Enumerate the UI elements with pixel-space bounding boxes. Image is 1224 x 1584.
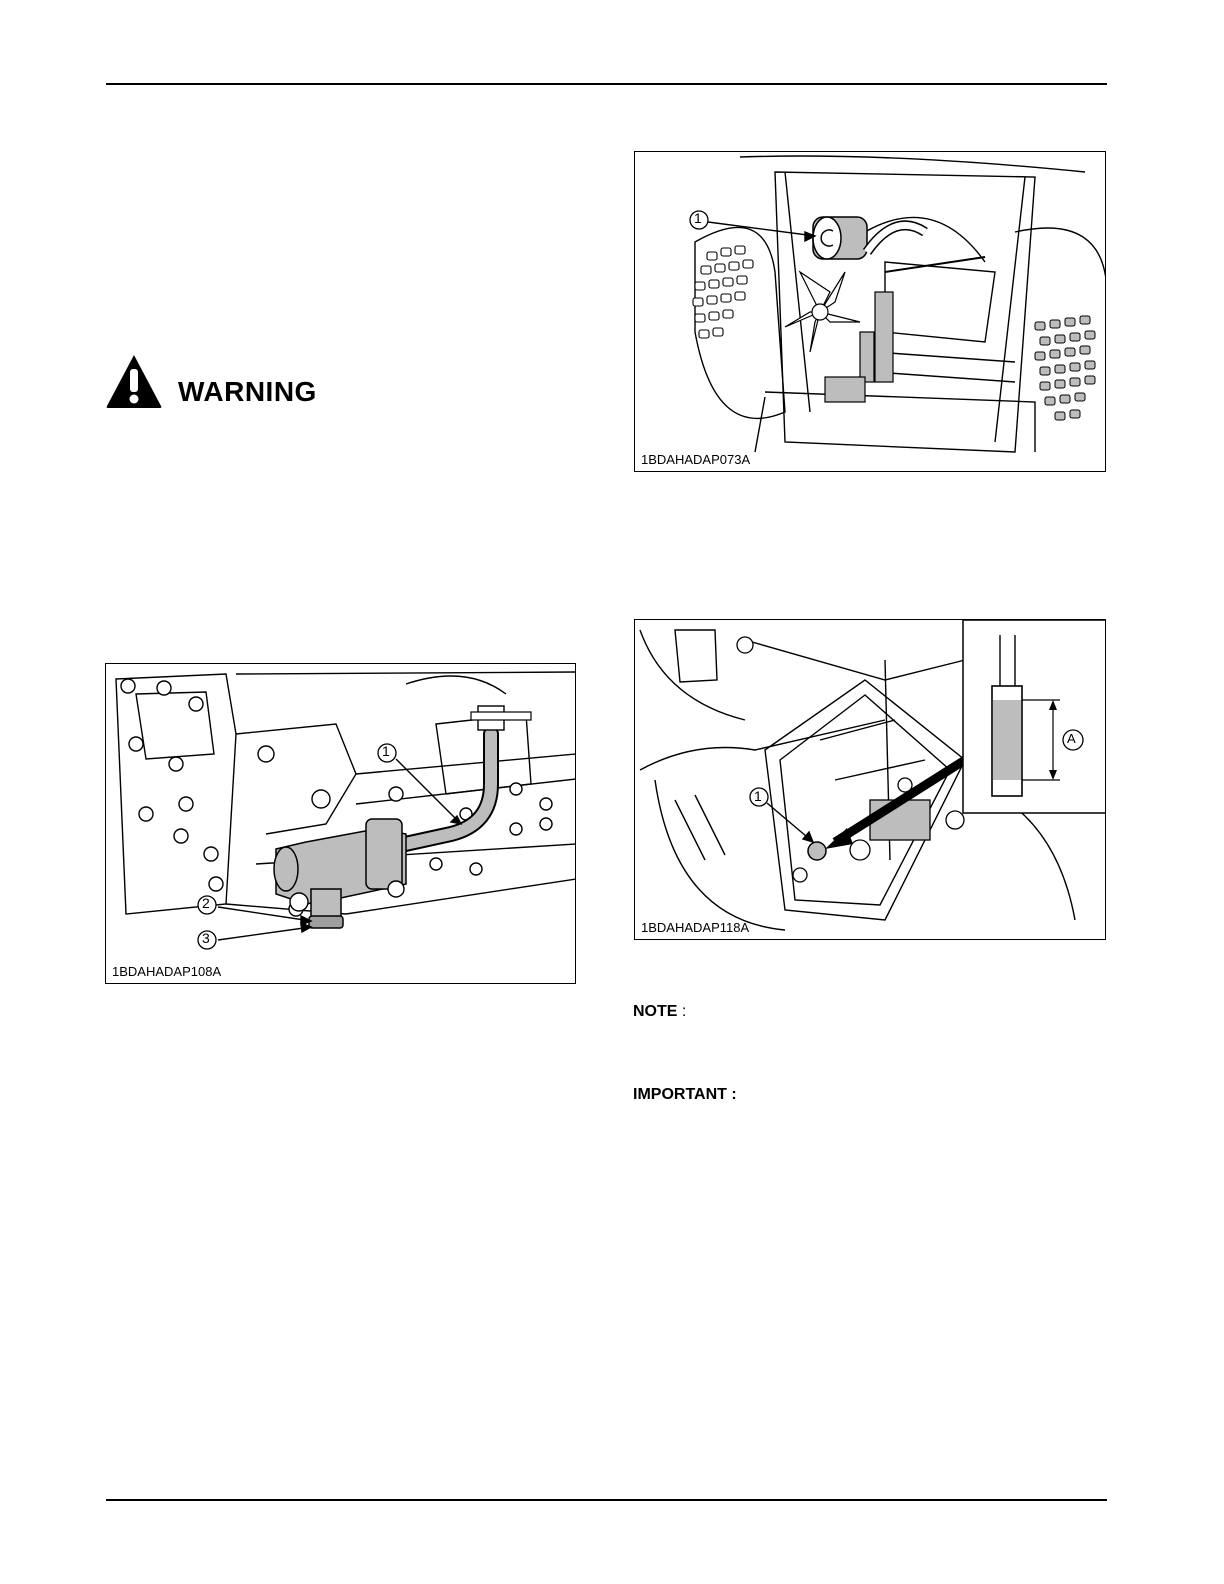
figure-code: 1BDAHADAP073A	[641, 452, 751, 467]
note-separator: :	[677, 1003, 687, 1020]
header-rule	[106, 83, 1107, 85]
figure-code: 1BDAHADAP118A	[641, 920, 750, 935]
warning-triangle-icon	[104, 352, 164, 410]
important-heading	[633, 1086, 737, 1104]
note-heading	[633, 1003, 686, 1021]
figure-air-cleaner-illustration	[635, 152, 1106, 472]
callout-1: 1	[694, 210, 702, 226]
warning-label: WARNING	[178, 376, 317, 407]
figure-air-cleaner	[634, 151, 1106, 472]
callout-3: 3	[202, 930, 210, 946]
callout-A: A	[1067, 731, 1076, 746]
important-label: IMPORTANT :	[633, 1086, 737, 1103]
note-label: NOTE	[633, 1003, 678, 1020]
figure-reservoir-level-illustration	[635, 620, 1106, 940]
figure-oil-filter-hose	[105, 663, 576, 984]
footer-rule	[106, 1499, 1107, 1501]
figure-oil-filter-hose-illustration	[106, 664, 576, 984]
figure-reservoir-level	[634, 619, 1106, 940]
figure-code: 1BDAHADAP108A	[112, 964, 222, 979]
callout-1: 1	[382, 743, 390, 759]
warning-block	[104, 352, 344, 412]
callout-2: 2	[202, 895, 210, 911]
callout-1: 1	[754, 788, 762, 804]
